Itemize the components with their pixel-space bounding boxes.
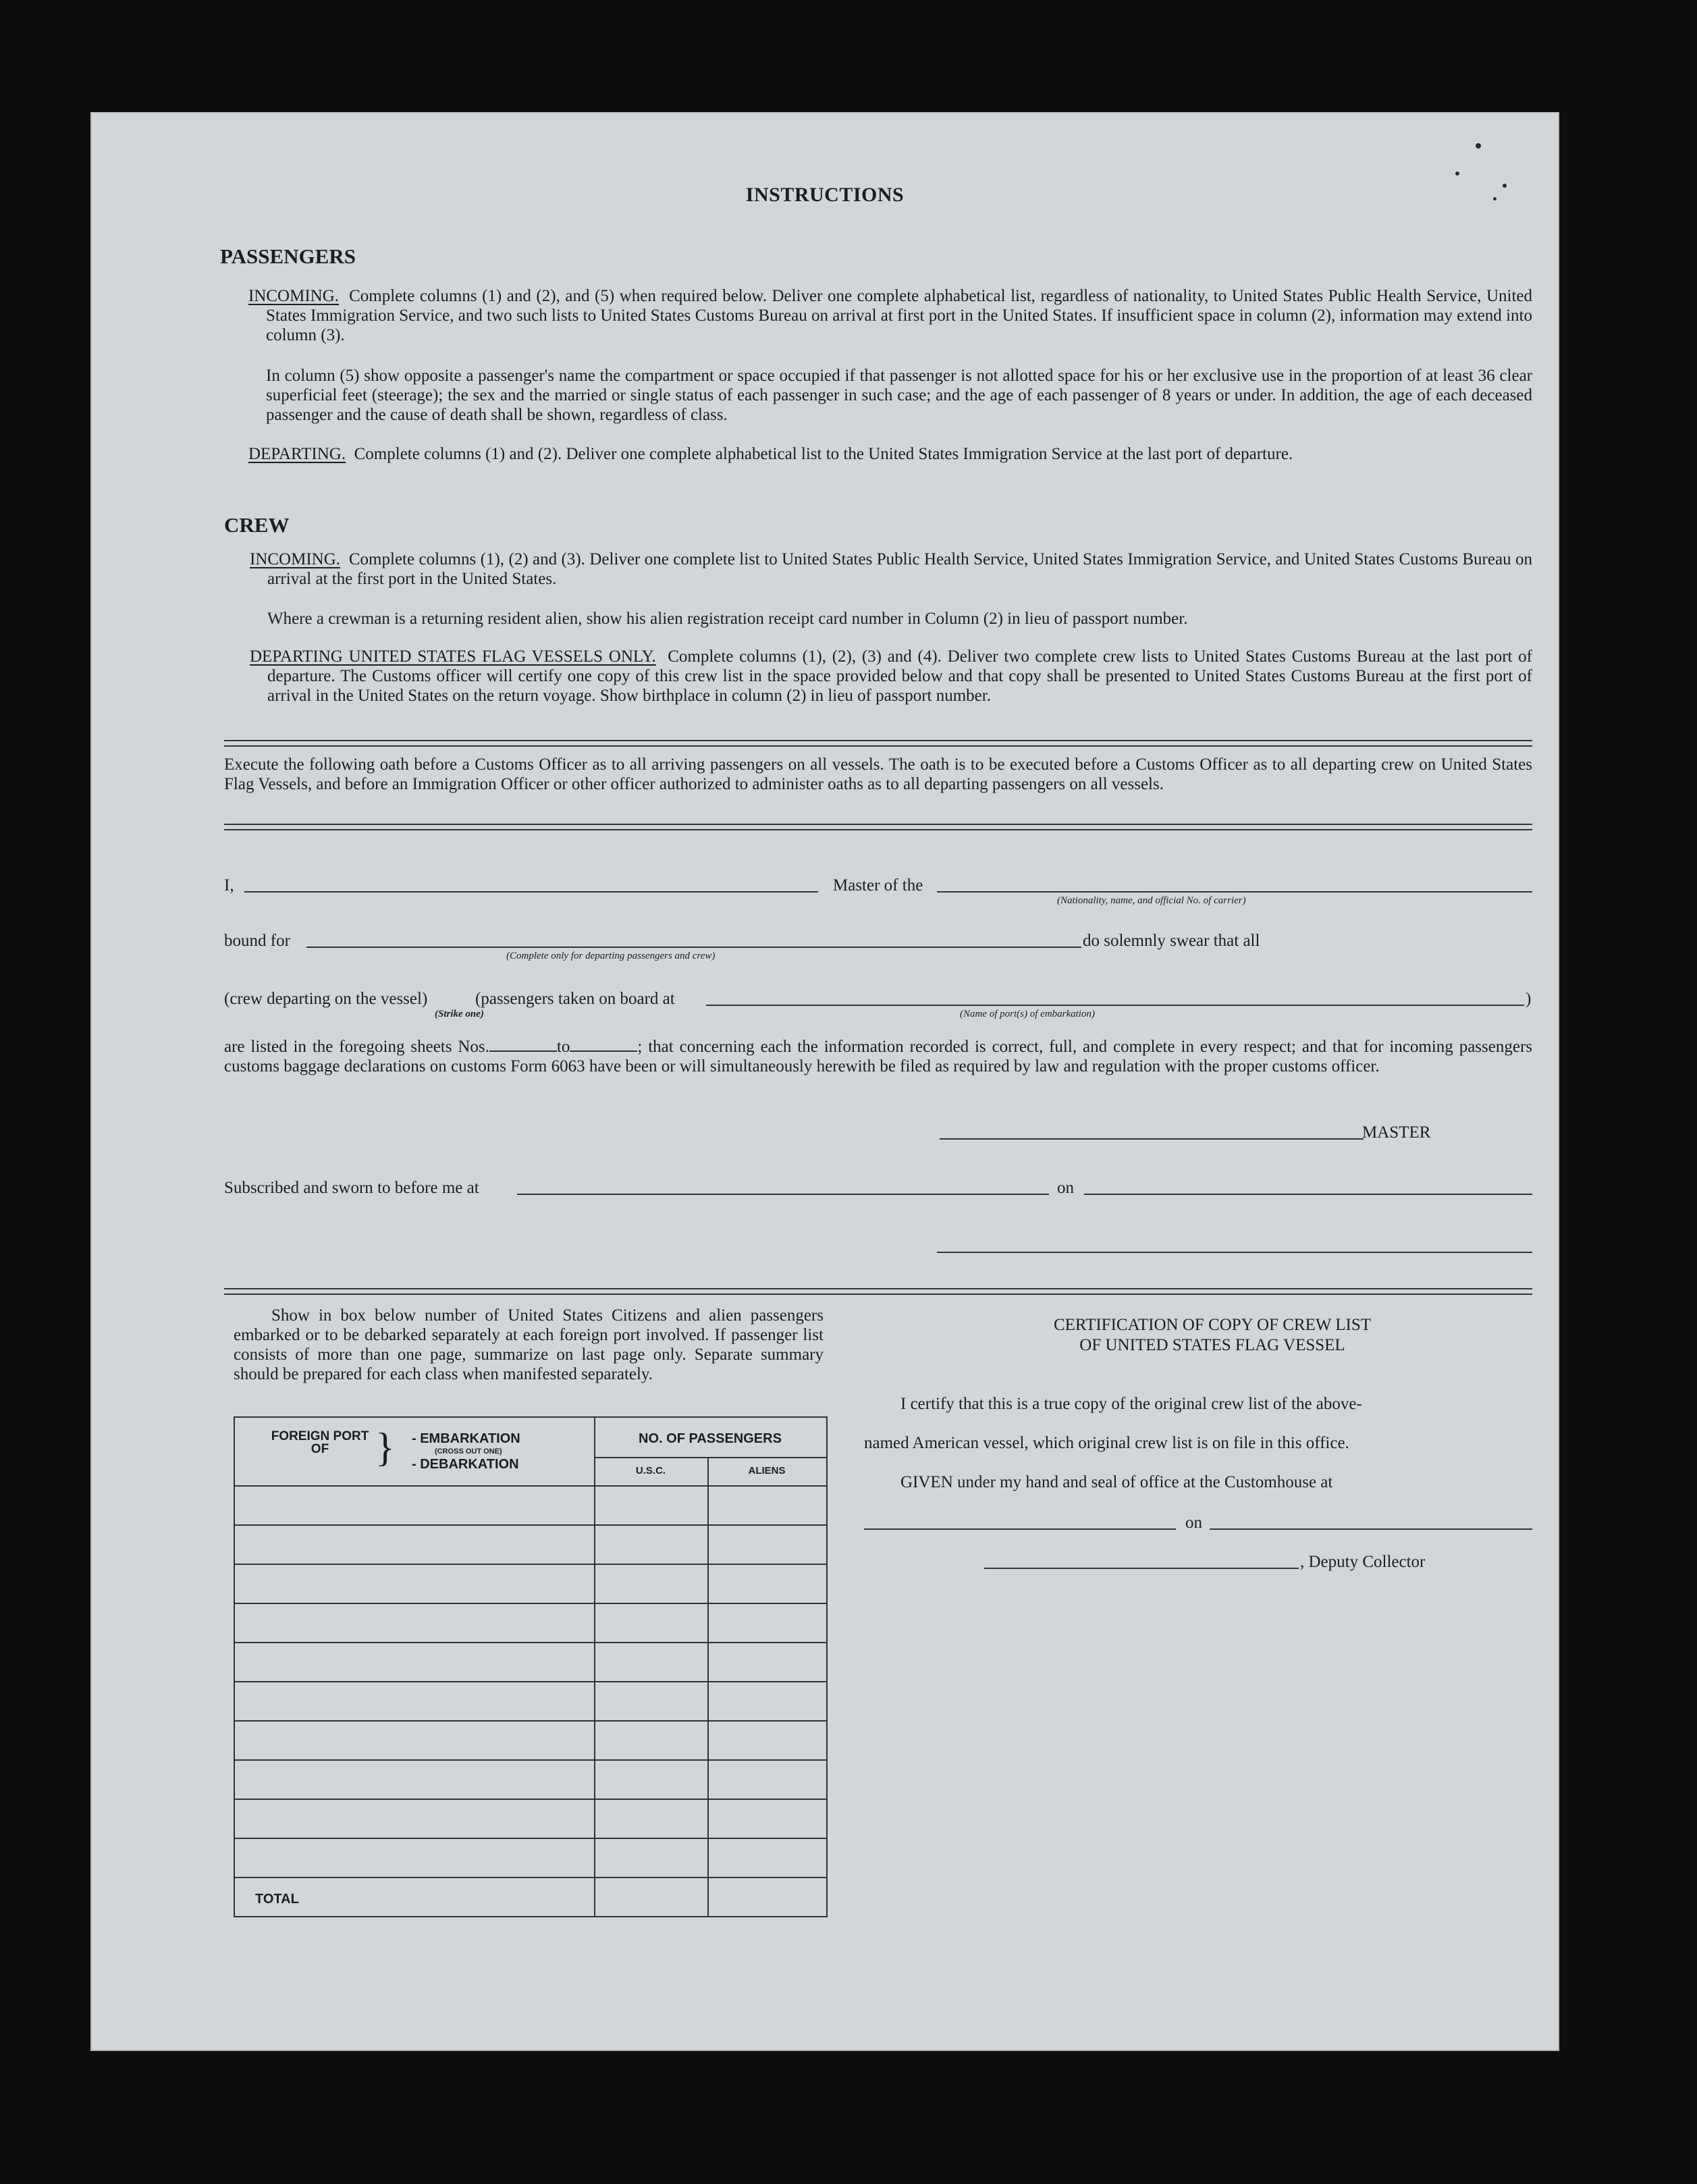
- passengers-column5-text: In column (5) show opposite a passenger's name the compartment or space occupied if that passenger is not allotted space for his or her exclusive use in the proportion of at least 36 clear superficial feet (steerage); the sex and the married or single status of each passenger in such case; and the age of each passenger of 8 years or under. In addition, the age of each deceased passenger and the cause of death shall be shown, regardless of class.: [266, 367, 1532, 424]
- passengers-incoming-text: Complete columns (1) and (2), and (5) when required below. Deliver one complete alphabetical list, regardless of nationality, to United States Public Health Service, United States Immigration Service, and two such lists to United States Customs Bureau on arrival at first port in the United States. If insufficient space in column (2), information may extend into column (3).: [266, 287, 1532, 344]
- page-title: INSTRUCTIONS: [745, 184, 905, 206]
- ink-speck: [1476, 143, 1481, 149]
- oath-i-label: I,: [224, 876, 234, 895]
- complete-only-caption: (Complete only for departing passengers and crew): [506, 951, 716, 961]
- double-rule: [224, 824, 1532, 830]
- listed-statement: [224, 1037, 1532, 1076]
- certification-heading-line2: OF UNITED STATES FLAG VESSEL: [1079, 1336, 1345, 1354]
- table-row-rule: [235, 1759, 826, 1761]
- crew-incoming-label: INCOMING.: [250, 550, 341, 568]
- swear-text: do solemnly swear that all: [1083, 932, 1260, 950]
- deputy-signature-field[interactable]: [984, 1568, 1299, 1569]
- passengers-incoming-label: INCOMING.: [248, 287, 340, 305]
- crew-resident-text: Where a crewman is a returning resident alien, show his alien registration receipt card number in Column (2) in lieu of passport number.: [267, 610, 1188, 628]
- passengers-departing-text: Complete columns (1) and (2). Deliver one complete alphabetical list to the United States Immigration Service at the last port of departure.: [354, 445, 1293, 463]
- no-of-passengers-header: NO. OF PASSENGERS: [639, 1431, 782, 1446]
- table-row-rule: [235, 1916, 826, 1917]
- listed-to: to: [556, 1038, 570, 1056]
- embarkation-ports-field[interactable]: [706, 1005, 1524, 1006]
- summary-instructions: [234, 1306, 824, 1384]
- carrier-caption: (Nationality, name, and official No. of carrier): [1057, 895, 1246, 906]
- table-row-rule: [235, 1799, 826, 1800]
- table-row-rule: [235, 1524, 826, 1526]
- table-row-rule: [235, 1681, 826, 1682]
- crew-departing-text: Complete columns (1), (2), (3) and (4). Deliver two complete crew lists to United States Customs Bureau at the last port of departure. The Customs officer will certify one copy of this crew list in the space provided below and that copy shall be presented to United States Customs Bureau at the first port of arrival in the United States on the return voyage. Show birthplace in column (2) in lieu of passport number.: [267, 647, 1533, 705]
- cert-on-label: on: [1185, 1514, 1202, 1532]
- table-row-rule: [235, 1603, 826, 1604]
- crew-departing-label: DEPARTING UNITED STATES FLAG VESSELS ONLY.: [250, 647, 656, 666]
- passengers-departing: [248, 444, 1532, 464]
- master-label: MASTER: [1362, 1123, 1431, 1142]
- passengers-heading: PASSENGERS: [220, 244, 356, 268]
- certification-heading: [875, 1315, 1550, 1356]
- crew-departing-option[interactable]: (crew departing on the vessel): [224, 990, 428, 1008]
- listed-prefix: are listed in the foregoing sheets Nos.: [224, 1038, 489, 1056]
- customhouse-field[interactable]: [864, 1528, 1176, 1530]
- listed-text: ; that concerning each the information recorded is correct, full, and complete in every respect; and that for incoming passengers customs baggage declarations on customs Form 6063 have been or will simultaneously herewith be filed as required by law and regulation with the proper customs officer.: [224, 1038, 1532, 1075]
- sworn-place-field[interactable]: [517, 1194, 1049, 1195]
- sworn-date-field[interactable]: [1084, 1194, 1532, 1195]
- bound-for-field[interactable]: [306, 947, 1081, 948]
- close-paren: ): [1526, 990, 1532, 1008]
- table-subheader-rule: [594, 1457, 826, 1458]
- sheet-from-field[interactable]: [489, 1050, 557, 1052]
- officer-signature-field[interactable]: [937, 1252, 1532, 1253]
- deputy-collector-label: , Deputy Collector: [1300, 1553, 1426, 1571]
- table-divider: [707, 1457, 709, 1916]
- total-label: TOTAL: [255, 1892, 299, 1907]
- passengers-incoming: [248, 286, 1532, 345]
- passenger-summary-table: [234, 1416, 828, 1917]
- table-row-rule: [235, 1838, 826, 1839]
- certification-heading-line1: CERTIFICATION OF COPY OF CREW LIST: [1053, 1316, 1372, 1334]
- oath-intro-text: Execute the following oath before a Customs Officer as to all arriving passengers on all vessels. The oath is to be executed before a Customs Officer as to all departing crew on United States Flag Vessels, and before an Immigration Officer or other officer authorized to administer oaths as to all departing passengers on all vessels.: [224, 755, 1532, 793]
- passengers-taken-option[interactable]: (passengers taken on board at: [475, 990, 675, 1008]
- crew-incoming: [250, 550, 1532, 589]
- sworn-on-label: on: [1057, 1179, 1074, 1197]
- oath-intro: [224, 755, 1532, 794]
- certify-line1: I certify that this is a true copy of the original crew list of the above-: [900, 1395, 1362, 1413]
- strike-one-caption: (Strike one): [435, 1009, 484, 1019]
- master-signature-field[interactable]: [940, 1138, 1364, 1140]
- table-row-rule: [235, 1642, 826, 1643]
- foreign-port-header: FOREIGN PORT OF: [271, 1429, 369, 1456]
- table-row-rule: [235, 1877, 826, 1878]
- crew-incoming-text: Complete columns (1), (2) and (3). Deliver one complete list to United States Public Health Service, United States Immigration Service, and United States Customs Bureau on arrival at the first port in the United States.: [267, 550, 1532, 588]
- double-rule: [224, 740, 1532, 747]
- debarkation-option[interactable]: - DEBARKATION: [412, 1457, 519, 1472]
- form-page: [92, 113, 1558, 2050]
- double-rule: [224, 1288, 1532, 1295]
- given-text: GIVEN under my hand and seal of office at the Customhouse at: [900, 1473, 1333, 1491]
- bound-for-label: bound for: [224, 932, 290, 950]
- passengers-column5: [266, 366, 1532, 425]
- crew-departing: [250, 647, 1532, 705]
- table-row-rule: [235, 1720, 826, 1722]
- table-row-rule: [235, 1564, 826, 1565]
- cross-out-one-caption: (CROSS OUT ONE): [435, 1447, 502, 1456]
- summary-instructions-text: Show in box below number of United States Citizens and alien passengers embarked or to be debarked separately at each foreign port involved. If passenger list consists of more than one page, summarize on last page only. Separate summary should be prepared for each class when manifested separately.: [234, 1306, 824, 1383]
- table-header-rule: [235, 1485, 826, 1487]
- certify-line2: named American vessel, which original crew list is on file in this office.: [864, 1434, 1349, 1452]
- table-divider: [594, 1418, 595, 1916]
- ink-speck: [1455, 171, 1459, 176]
- carrier-field[interactable]: [937, 891, 1532, 893]
- master-of-label: Master of the: [833, 876, 923, 895]
- crew-heading: CREW: [224, 513, 290, 537]
- crew-resident: [267, 609, 1532, 629]
- master-name-field[interactable]: [244, 891, 818, 893]
- cert-date-field[interactable]: [1210, 1528, 1532, 1530]
- subscribed-label: Subscribed and sworn to before me at: [224, 1179, 479, 1197]
- passengers-departing-label: DEPARTING.: [248, 445, 346, 463]
- usc-header: U.S.C.: [635, 1465, 666, 1476]
- embarkation-option[interactable]: - EMBARKATION: [412, 1431, 520, 1446]
- aliens-header: ALIENS: [748, 1465, 786, 1476]
- brace-glyph: }: [375, 1425, 395, 1470]
- ports-caption: (Name of port(s) of embarkation): [960, 1009, 1095, 1019]
- sheet-to-field[interactable]: [570, 1050, 637, 1052]
